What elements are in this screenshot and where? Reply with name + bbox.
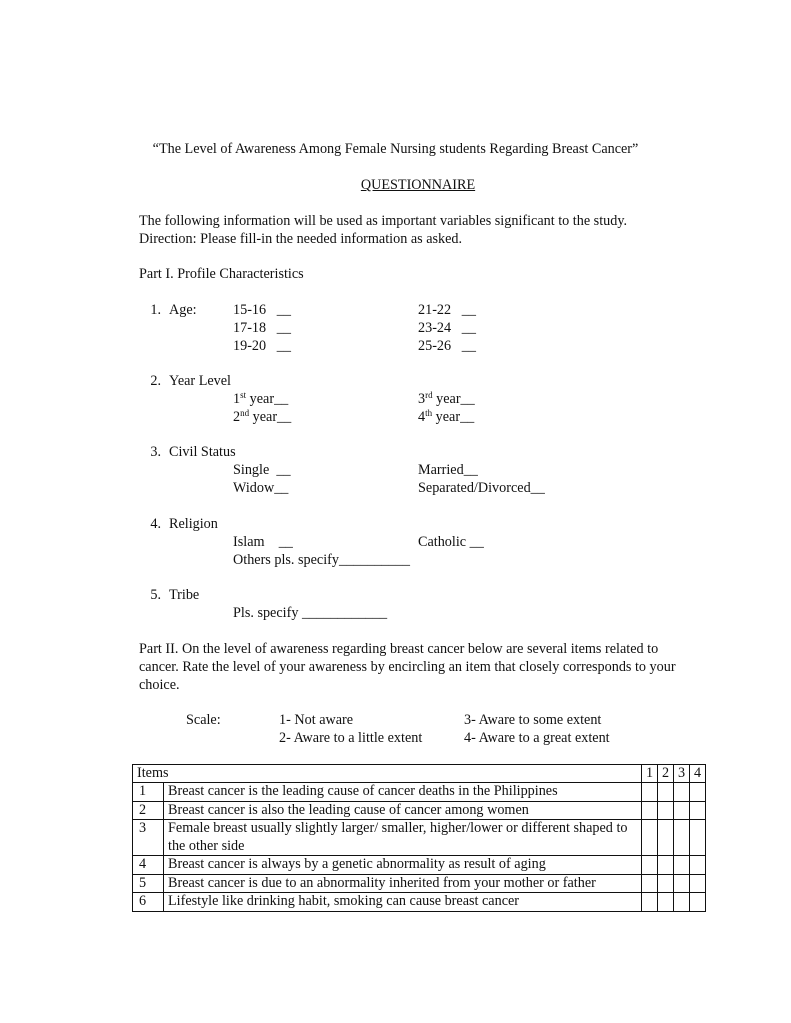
year-number: 4 bbox=[418, 409, 426, 425]
rating-cell[interactable] bbox=[690, 783, 706, 802]
rating-cell[interactable] bbox=[690, 801, 706, 820]
intro-text bbox=[139, 212, 627, 248]
scale-item: 4- Aware to a great extent bbox=[464, 730, 610, 746]
item-number: 3 bbox=[133, 820, 164, 856]
document-title: “The Level of Awareness Among Female Nursing students Regarding Breast Cancer” bbox=[152, 141, 639, 157]
rating-header: 3 bbox=[674, 765, 690, 783]
items-header: Items bbox=[133, 765, 642, 783]
q3-text: Civil Status bbox=[169, 444, 236, 460]
q4-text: Religion bbox=[169, 516, 218, 532]
rating-cell[interactable] bbox=[642, 856, 658, 875]
rating-cell[interactable] bbox=[658, 820, 674, 856]
rating-header: 4 bbox=[690, 765, 706, 783]
age-option[interactable]: 17-18 __ bbox=[233, 320, 291, 336]
item-text: Female breast usually slightly larger/ smaller, higher/lower or different shaped to the other side bbox=[164, 820, 642, 856]
civil-status-option[interactable]: Separated/Divorced__ bbox=[418, 480, 545, 496]
rating-cell[interactable] bbox=[674, 874, 690, 893]
year-text: year__ bbox=[246, 391, 289, 407]
table-row bbox=[133, 856, 706, 875]
item-text: Lifestyle like drinking habit, smoking can cause breast cancer bbox=[164, 893, 642, 912]
item-text: Breast cancer is the leading cause of cancer deaths in the Philippines bbox=[164, 783, 642, 802]
rating-cell[interactable] bbox=[642, 893, 658, 912]
rating-cell[interactable] bbox=[674, 893, 690, 912]
rating-cell[interactable] bbox=[658, 893, 674, 912]
table-row bbox=[133, 874, 706, 893]
ordinal-suffix: nd bbox=[240, 408, 250, 418]
part1-heading: Part I. Profile Characteristics bbox=[139, 266, 304, 282]
rating-cell[interactable] bbox=[658, 856, 674, 875]
table-header-row bbox=[133, 765, 706, 783]
rating-cell[interactable] bbox=[674, 856, 690, 875]
age-option[interactable]: 19-20 __ bbox=[233, 338, 291, 354]
q2-text: Year Level bbox=[169, 373, 231, 389]
year-text: year__ bbox=[432, 409, 475, 425]
item-number: 2 bbox=[133, 801, 164, 820]
year-option[interactable] bbox=[418, 390, 475, 408]
q5-label bbox=[139, 586, 199, 604]
scale-item: 3- Aware to some extent bbox=[464, 712, 602, 728]
table-row bbox=[133, 893, 706, 912]
rating-cell[interactable] bbox=[642, 783, 658, 802]
intro-line: The following information will be used as important variables significant to the study. bbox=[139, 213, 628, 229]
ordinal-suffix: rd bbox=[425, 390, 433, 400]
year-number: 1 bbox=[233, 391, 241, 407]
age-option[interactable]: 21-22 __ bbox=[418, 302, 476, 318]
item-number: 6 bbox=[133, 893, 164, 912]
rating-header: 2 bbox=[658, 765, 674, 783]
awareness-table bbox=[132, 764, 706, 912]
rating-cell[interactable] bbox=[690, 820, 706, 856]
religion-option[interactable]: Catholic __ bbox=[418, 534, 484, 550]
rating-cell[interactable] bbox=[642, 820, 658, 856]
scale-item: 2- Aware to a little extent bbox=[279, 730, 423, 746]
rating-cell[interactable] bbox=[674, 783, 690, 802]
rating-cell[interactable] bbox=[690, 893, 706, 912]
civil-status-option[interactable]: Single __ bbox=[233, 462, 291, 478]
rating-cell[interactable] bbox=[674, 820, 690, 856]
tribe-field[interactable]: Pls. specify ____________ bbox=[233, 605, 388, 621]
civil-status-option[interactable]: Married__ bbox=[418, 462, 478, 478]
q2-number: 2. bbox=[150, 373, 161, 389]
rating-header: 1 bbox=[642, 765, 658, 783]
item-number: 4 bbox=[133, 856, 164, 875]
age-option[interactable]: 25-26 __ bbox=[418, 338, 476, 354]
religion-other-field[interactable]: Others pls. specify__________ bbox=[233, 552, 410, 568]
item-number: 1 bbox=[133, 783, 164, 802]
age-option[interactable]: 15-16 __ bbox=[233, 302, 291, 318]
religion-option[interactable]: Islam __ bbox=[233, 534, 293, 550]
year-text: year__ bbox=[432, 391, 475, 407]
q2-label bbox=[139, 372, 231, 390]
item-text: Breast cancer is always by a genetic abnormality as result of aging bbox=[164, 856, 642, 875]
table-row bbox=[133, 820, 706, 856]
civil-status-option[interactable]: Widow__ bbox=[233, 480, 289, 496]
year-number: 3 bbox=[418, 391, 426, 407]
q4-label bbox=[139, 515, 218, 533]
scale-label: Scale: bbox=[186, 712, 221, 728]
q1-number: 1. bbox=[150, 302, 161, 318]
rating-cell[interactable] bbox=[642, 801, 658, 820]
ordinal-suffix: st bbox=[240, 390, 247, 400]
q1-label bbox=[139, 301, 197, 319]
year-option[interactable] bbox=[233, 408, 291, 426]
rating-cell[interactable] bbox=[674, 801, 690, 820]
questionnaire-heading: QUESTIONNAIRE bbox=[360, 177, 476, 193]
rating-cell[interactable] bbox=[690, 856, 706, 875]
table-row bbox=[133, 801, 706, 820]
q5-text: Tribe bbox=[169, 587, 200, 603]
year-option[interactable] bbox=[418, 408, 474, 426]
q5-number: 5. bbox=[150, 587, 161, 603]
rating-cell[interactable] bbox=[642, 874, 658, 893]
q3-label bbox=[139, 443, 236, 461]
q4-number: 4. bbox=[150, 516, 161, 532]
year-option[interactable] bbox=[233, 390, 288, 408]
year-number: 2 bbox=[233, 409, 241, 425]
ordinal-suffix: th bbox=[425, 408, 433, 418]
item-number: 5 bbox=[133, 874, 164, 893]
part2-instructions: Part II. On the level of awareness regarding breast cancer below are several items related to cancer. Rate the level of your awareness by encircling an item that closely corresponds to your choice. bbox=[139, 641, 676, 693]
age-option[interactable]: 23-24 __ bbox=[418, 320, 476, 336]
rating-cell[interactable] bbox=[658, 783, 674, 802]
table-row bbox=[133, 783, 706, 802]
intro-line: Direction: Please fill-in the needed information as asked. bbox=[139, 231, 463, 247]
rating-cell[interactable] bbox=[658, 874, 674, 893]
q3-number: 3. bbox=[150, 444, 161, 460]
year-text: year__ bbox=[249, 409, 292, 425]
q1-text: Age: bbox=[169, 302, 197, 318]
rating-cell[interactable] bbox=[690, 874, 706, 893]
rating-cell[interactable] bbox=[658, 801, 674, 820]
item-text: Breast cancer is due to an abnormality inherited from your mother or father bbox=[164, 874, 642, 893]
item-text: Breast cancer is also the leading cause of cancer among women bbox=[164, 801, 642, 820]
scale-item: 1- Not aware bbox=[279, 712, 354, 728]
